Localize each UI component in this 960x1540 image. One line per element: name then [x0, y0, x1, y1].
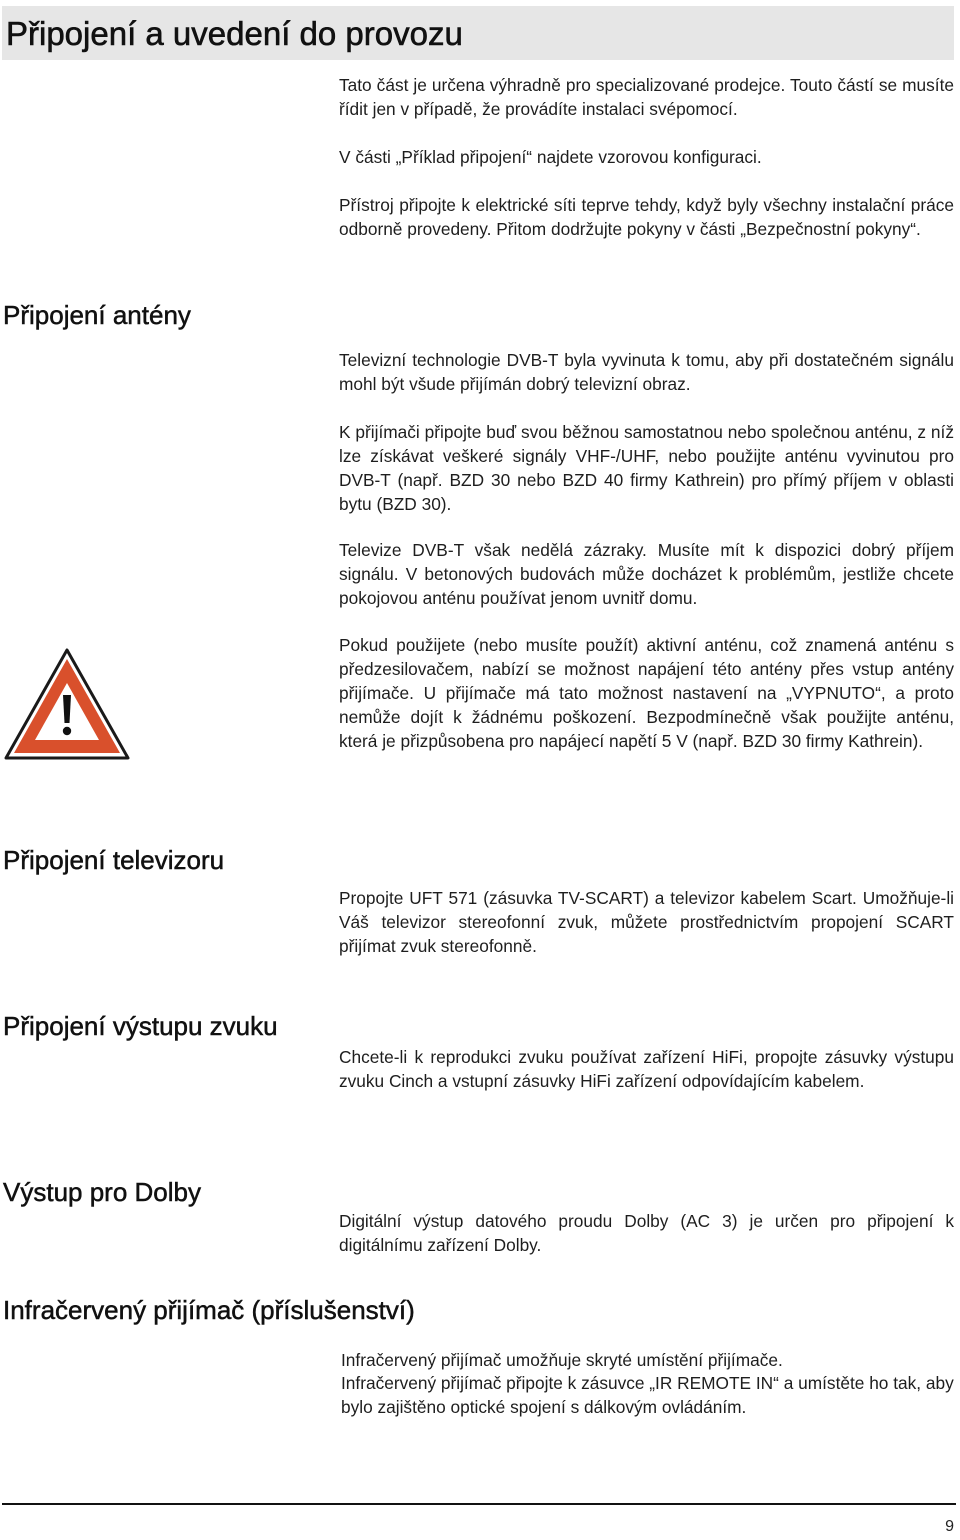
section-heading-tv: Připojení televizoru	[3, 845, 225, 875]
page-title: Připojení a uvedení do provozu	[6, 15, 463, 52]
warning-triangle-icon	[2, 645, 132, 763]
intro-paragraph-3: Přístroj připojte k elektrické síti teprve tehdy, když byly všechny instalační práce odborně provedeny. Přitom dodržujte pokyny v části „Bezpečnostní pokyny“.	[339, 195, 954, 239]
antenna-paragraph-1: Televizní technologie DVB-T byla vyvinuta k tomu, aby při dostatečném signálu mohl být všude přijímán dobrý televizní obraz.	[339, 350, 954, 394]
tv-paragraph-1: Propojte UFT 571 (zásuvka TV-SCART) a televizor kabelem Scart. Umožňuje-li Váš televizor stereofonní zvuk, můžete prostřednictvím propojení SCART přijímat zvuk stereofonně.	[339, 888, 954, 956]
section-heading-dolby: Výstup pro Dolby	[3, 1177, 201, 1207]
page-title-bar	[2, 6, 954, 60]
antenna-paragraph-3: Televize DVB-T však nedělá zázraky. Musíte mít k dispozici dobrý příjem signálu. V betonových budovách může docházet k problémům, jestliže chcete pokojovou anténu používat jenom uvnitř domu.	[339, 540, 954, 608]
footer-divider	[2, 1503, 956, 1505]
audio-paragraph-1: Chcete-li k reprodukci zvuku používat zařízení HiFi, propojte zásuvky výstupu zvuku Cinch a vstupní zásuvky HiFi zařízení odpovídajícím kabelem.	[339, 1047, 954, 1091]
dolby-paragraph-1: Digitální výstup datového proudu Dolby (AC 3) je určen pro připojení k digitálnímu zařízení Dolby.	[339, 1211, 954, 1255]
antenna-paragraph-2: K přijímači připojte buď svou běžnou samostatnou nebo společnou anténu, z níž lze získávat veškeré signály VHF-/UHF, nebo použijte anténu vyvinutou pro DVB-T (např. BZD 30 nebo BZD 40 firmy Kathrein) pro přímý příjem v oblasti bytu (BZD 30).	[339, 422, 954, 514]
intro-paragraph-2: V části „Příklad připojení“ najdete vzorovou konfiguraci.	[339, 147, 762, 167]
intro-paragraph-1: Tato část je určena výhradně pro specializované prodejce. Touto částí se musíte řídit jen v případě, že provádíte instalaci svépomocí.	[339, 75, 954, 119]
antenna-paragraph-4: Pokud použijete (nebo musíte použít) aktivní anténu, což znamená anténu s předzesilovačem, nabízí se možnost napájení této antény přes vstup antény přijímače. U přijímače má tato možnost nastavení na „VYPNUTO“, a proto nemůže dojít k žádnému poškození. Bezpodmínečně však použijte anténu, která je přizpůsobena pro napájecí napětí 5 V (např. BZD 30 firmy Kathrein).	[339, 635, 954, 751]
section-heading-antenna: Připojení antény	[3, 300, 191, 330]
page-number: 9	[945, 1518, 954, 1535]
section-heading-ir: Infračervený přijímač (příslušenství)	[3, 1295, 415, 1325]
section-heading-audio: Připojení výstupu zvuku	[3, 1011, 278, 1041]
ir-line-1: Infračervený přijímač umožňuje skryté umístění přijímače.	[341, 1350, 783, 1370]
ir-paragraph-2: Infračervený přijímač připojte k zásuvce „IR REMOTE IN“ a umístěte ho tak, aby bylo zajištěno optické spojení s dálkovým ovládáním.	[341, 1373, 954, 1417]
